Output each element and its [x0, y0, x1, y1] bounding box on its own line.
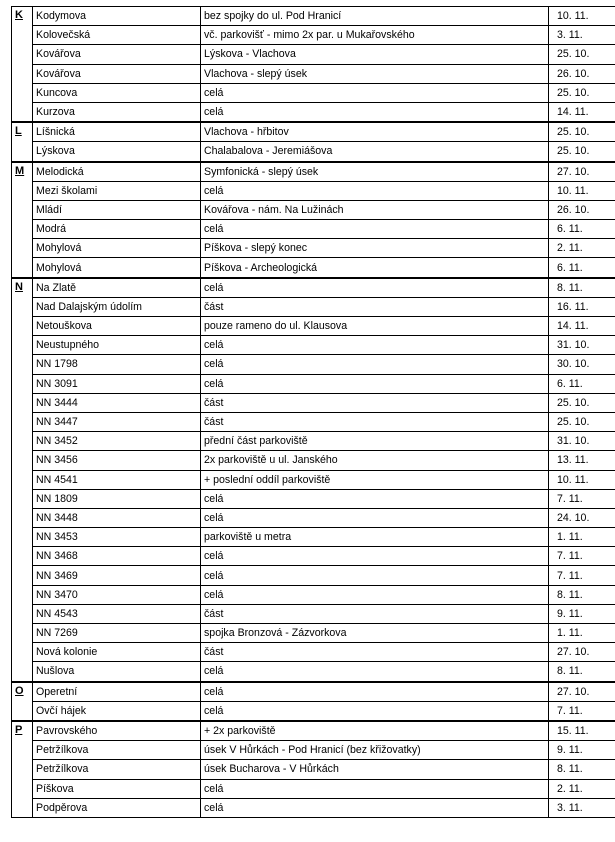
table-row — [12, 682, 615, 702]
cleaning-date: 26. 10. — [549, 64, 615, 83]
street-name: Modrá — [33, 220, 201, 239]
group-letter: P — [12, 721, 33, 817]
cleaning-date: 13. 11. — [549, 451, 615, 470]
cleaning-date: 25. 10. — [549, 412, 615, 431]
street-name: NN 3453 — [33, 528, 201, 547]
cleaning-date: 31. 10. — [549, 432, 615, 451]
table-row — [12, 297, 615, 316]
cleaning-date: 15. 11. — [549, 721, 615, 741]
table-row — [12, 102, 615, 122]
street-name: Nad Dalajským údolím — [33, 297, 201, 316]
street-name: NN 3448 — [33, 508, 201, 527]
table-row — [12, 181, 615, 200]
cleaning-date: 7. 11. — [549, 489, 615, 508]
street-section: celá — [201, 181, 549, 200]
cleaning-date: 27. 10. — [549, 682, 615, 702]
street-section: bez spojky do ul. Pod Hranicí — [201, 7, 549, 26]
table-row — [12, 779, 615, 798]
group-letter: L — [12, 122, 33, 161]
table-row — [12, 162, 615, 182]
table-row — [12, 760, 615, 779]
cleaning-date: 1. 11. — [549, 624, 615, 643]
table-row — [12, 547, 615, 566]
street-section: Symfonická - slepý úsek — [201, 162, 549, 182]
cleaning-date: 1. 11. — [549, 528, 615, 547]
table-row — [12, 432, 615, 451]
group-letter: N — [12, 278, 33, 682]
table-row — [12, 624, 615, 643]
cleaning-date: 3. 11. — [549, 26, 615, 45]
street-section: část — [201, 297, 549, 316]
street-section: celá — [201, 336, 549, 355]
cleaning-date: 6. 11. — [549, 258, 615, 278]
cleaning-date: 14. 11. — [549, 102, 615, 122]
street-name: Líšnická — [33, 122, 201, 142]
street-section: část — [201, 412, 549, 431]
street-section: Kovářova - nám. Na Lužinách — [201, 200, 549, 219]
street-section: celá — [201, 355, 549, 374]
street-section: celá — [201, 278, 549, 298]
street-name: Kovářova — [33, 45, 201, 64]
cleaning-date: 24. 10. — [549, 508, 615, 527]
table-row — [12, 604, 615, 623]
table-row — [12, 26, 615, 45]
street-name: NN 4543 — [33, 604, 201, 623]
street-section: celá — [201, 798, 549, 817]
street-name: Mládí — [33, 200, 201, 219]
street-name: Petržílkova — [33, 760, 201, 779]
street-section: celá — [201, 585, 549, 604]
street-name: NN 1809 — [33, 489, 201, 508]
street-name: Pavrovského — [33, 721, 201, 741]
table-row — [12, 122, 615, 142]
street-section: Vlachova - hřbitov — [201, 122, 549, 142]
table-row — [12, 220, 615, 239]
cleaning-date: 9. 11. — [549, 604, 615, 623]
table-row — [12, 528, 615, 547]
cleaning-date: 7. 11. — [549, 547, 615, 566]
table-row — [12, 355, 615, 374]
table-row — [12, 83, 615, 102]
street-section: celá — [201, 102, 549, 122]
cleaning-date: 14. 11. — [549, 317, 615, 336]
street-section: celá — [201, 83, 549, 102]
street-name: Kurzova — [33, 102, 201, 122]
street-section: část — [201, 643, 549, 662]
street-name: Nová kolonie — [33, 643, 201, 662]
cleaning-date: 25. 10. — [549, 45, 615, 64]
street-name: Petržílkova — [33, 741, 201, 760]
cleaning-date: 10. 11. — [549, 181, 615, 200]
street-section: vč. parkovišť - mimo 2x par. u Mukařovského — [201, 26, 549, 45]
street-name: Operetní — [33, 682, 201, 702]
table-row — [12, 451, 615, 470]
street-section: celá — [201, 779, 549, 798]
cleaning-date: 25. 10. — [549, 83, 615, 102]
group-letter: K — [12, 7, 33, 123]
table-row — [12, 336, 615, 355]
cleaning-date: 31. 10. — [549, 336, 615, 355]
street-name: NN 3456 — [33, 451, 201, 470]
street-name: NN 3468 — [33, 547, 201, 566]
street-section: 2x parkoviště u ul. Janského — [201, 451, 549, 470]
table-row — [12, 798, 615, 817]
street-section: + 2x parkoviště — [201, 721, 549, 741]
table-row — [12, 374, 615, 393]
street-section: část — [201, 604, 549, 623]
street-section: přední část parkoviště — [201, 432, 549, 451]
cleaning-date: 27. 10. — [549, 162, 615, 182]
street-name: NN 3447 — [33, 412, 201, 431]
table-row — [12, 317, 615, 336]
street-schedule-body — [12, 7, 615, 818]
street-section: celá — [201, 662, 549, 682]
street-name: Na Zlatě — [33, 278, 201, 298]
cleaning-date: 25. 10. — [549, 142, 615, 162]
table-row — [12, 721, 615, 741]
street-section: úsek Bucharova - V Hůrkách — [201, 760, 549, 779]
group-letter: M — [12, 162, 33, 278]
cleaning-date: 6. 11. — [549, 220, 615, 239]
street-name: NN 1798 — [33, 355, 201, 374]
street-name: NN 7269 — [33, 624, 201, 643]
table-row — [12, 278, 615, 298]
table-row — [12, 393, 615, 412]
table-row — [12, 566, 615, 585]
table-row — [12, 662, 615, 682]
group-letter: O — [12, 682, 33, 721]
street-name: Podpěrova — [33, 798, 201, 817]
street-section: + poslední oddíl parkoviště — [201, 470, 549, 489]
street-section: pouze rameno do ul. Klausova — [201, 317, 549, 336]
table-row — [12, 412, 615, 431]
table-row — [12, 741, 615, 760]
street-section: celá — [201, 374, 549, 393]
street-name: Kolovečská — [33, 26, 201, 45]
street-section: část — [201, 393, 549, 412]
street-name: Melodická — [33, 162, 201, 182]
street-schedule-document — [11, 6, 598, 818]
street-name: NN 3469 — [33, 566, 201, 585]
cleaning-date: 10. 11. — [549, 7, 615, 26]
street-section: celá — [201, 682, 549, 702]
table-row — [12, 142, 615, 162]
table-row — [12, 64, 615, 83]
table-row — [12, 45, 615, 64]
street-name: Ovčí hájek — [33, 701, 201, 721]
cleaning-date: 8. 11. — [549, 585, 615, 604]
street-section: Chalabalova - Jeremiášova — [201, 142, 549, 162]
street-section: celá — [201, 489, 549, 508]
street-name: Kovářova — [33, 64, 201, 83]
street-section: celá — [201, 220, 549, 239]
street-section: Píškova - slepý konec — [201, 239, 549, 258]
table-row — [12, 258, 615, 278]
street-section: Píškova - Archeologická — [201, 258, 549, 278]
street-name: NN 4541 — [33, 470, 201, 489]
street-section: Lýskova - Vlachova — [201, 45, 549, 64]
table-row — [12, 508, 615, 527]
cleaning-date: 9. 11. — [549, 741, 615, 760]
cleaning-date: 8. 11. — [549, 760, 615, 779]
cleaning-date: 2. 11. — [549, 239, 615, 258]
street-section: parkoviště u metra — [201, 528, 549, 547]
cleaning-date: 25. 10. — [549, 393, 615, 412]
table-row — [12, 200, 615, 219]
street-section: celá — [201, 566, 549, 585]
cleaning-date: 7. 11. — [549, 566, 615, 585]
cleaning-date: 8. 11. — [549, 662, 615, 682]
street-name: Mezi školami — [33, 181, 201, 200]
street-section: celá — [201, 547, 549, 566]
street-name: Lýskova — [33, 142, 201, 162]
street-name: Mohylová — [33, 239, 201, 258]
street-name: Nušlova — [33, 662, 201, 682]
table-row — [12, 489, 615, 508]
street-section: Vlachova - slepý úsek — [201, 64, 549, 83]
street-name: Kuncova — [33, 83, 201, 102]
table-row — [12, 585, 615, 604]
cleaning-date: 7. 11. — [549, 701, 615, 721]
table-row — [12, 470, 615, 489]
cleaning-date: 6. 11. — [549, 374, 615, 393]
street-section: spojka Bronzová - Zázvorkova — [201, 624, 549, 643]
cleaning-date: 27. 10. — [549, 643, 615, 662]
street-section: celá — [201, 508, 549, 527]
table-row — [12, 643, 615, 662]
street-name: Píškova — [33, 779, 201, 798]
cleaning-date: 16. 11. — [549, 297, 615, 316]
street-name: Mohylová — [33, 258, 201, 278]
street-schedule-table — [11, 6, 615, 818]
street-name: Kodymova — [33, 7, 201, 26]
cleaning-date: 2. 11. — [549, 779, 615, 798]
cleaning-date: 30. 10. — [549, 355, 615, 374]
table-row — [12, 701, 615, 721]
street-name: NN 3444 — [33, 393, 201, 412]
cleaning-date: 3. 11. — [549, 798, 615, 817]
cleaning-date: 25. 10. — [549, 122, 615, 142]
table-row — [12, 7, 615, 26]
cleaning-date: 10. 11. — [549, 470, 615, 489]
street-name: NN 3091 — [33, 374, 201, 393]
street-section: úsek V Hůrkách - Pod Hranicí (bez křižovatky) — [201, 741, 549, 760]
street-name: NN 3470 — [33, 585, 201, 604]
street-name: NN 3452 — [33, 432, 201, 451]
street-name: Neustupného — [33, 336, 201, 355]
cleaning-date: 8. 11. — [549, 278, 615, 298]
street-name: Netouškova — [33, 317, 201, 336]
street-section: celá — [201, 701, 549, 721]
table-row — [12, 239, 615, 258]
cleaning-date: 26. 10. — [549, 200, 615, 219]
